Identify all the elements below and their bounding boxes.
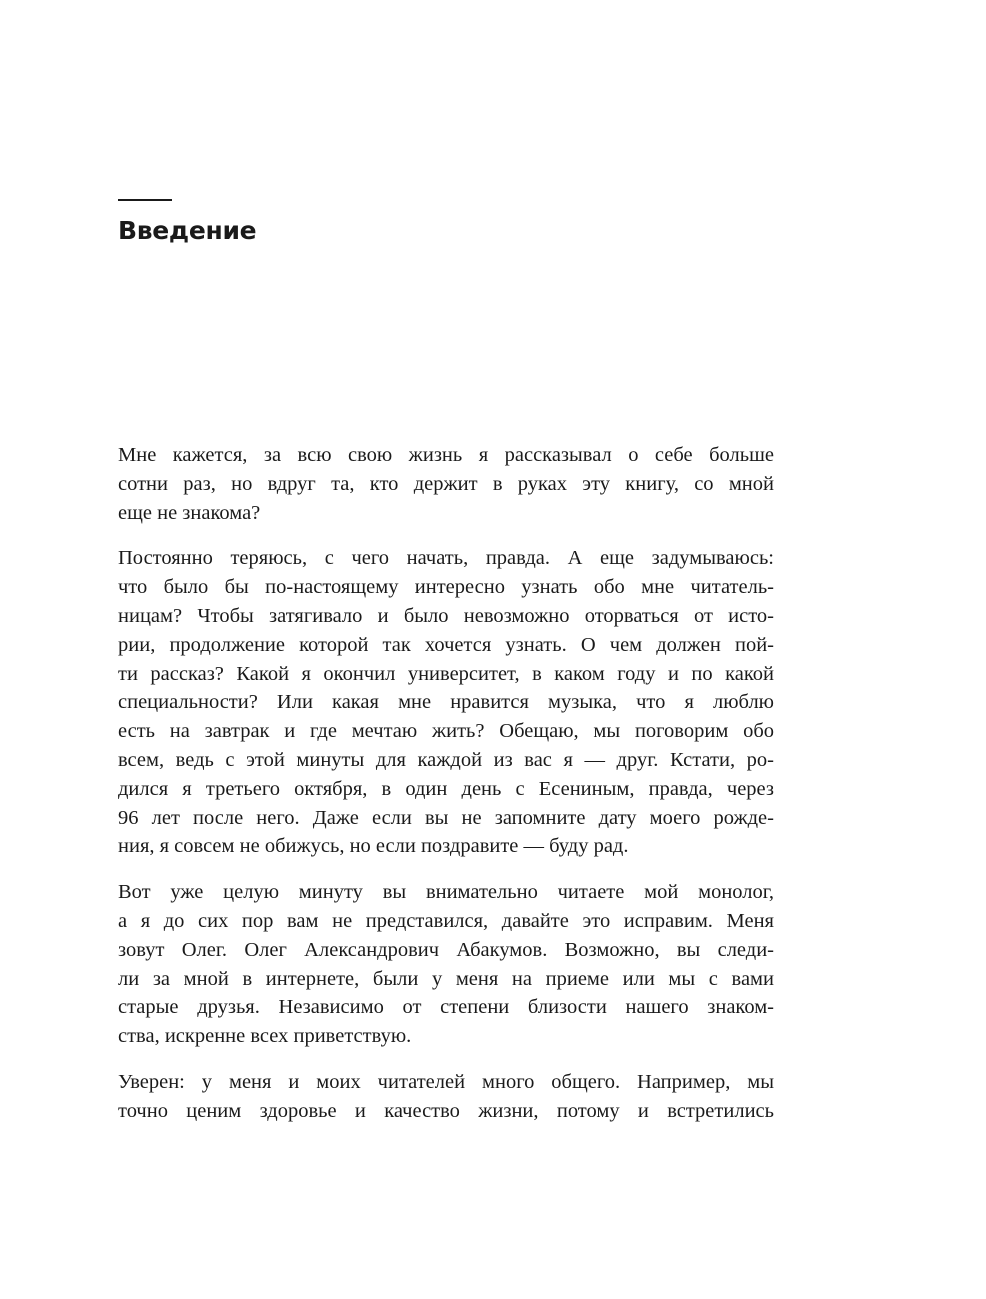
chapter-rule (118, 199, 172, 201)
text-line: сотни раз, но вдруг та, кто держит в руках эту книгу, со мной (118, 472, 774, 495)
text-line: что было бы по-настоящему интересно узнать обо мне читатель- (118, 576, 774, 599)
chapter-title: Введение (118, 216, 257, 245)
paragraph (118, 1068, 774, 1126)
paragraph (118, 544, 774, 861)
text-line: дился я третьего октября, в один день с Есениным, правда, через (118, 777, 774, 800)
text-line: всем, ведь с этой минуты для каждой из вас я — друг. Кстати, ро- (118, 748, 774, 771)
text-line: рии, продолжение которой так хочется узнать. О чем должен пой- (118, 633, 774, 656)
text-line: зовут Олег. Олег Александрович Абакумов. Возможно, вы следи- (118, 938, 774, 961)
text-line: Постоянно теряюсь, с чего начать, правда. А еще задумываюсь: (118, 547, 774, 570)
text-line: есть на завтрак и где мечтаю жить? Обещаю, мы поговорим обо (118, 720, 774, 743)
body-text (118, 441, 774, 1143)
text-line: старые друзья. Независимо от степени близости нашего знаком- (118, 996, 774, 1019)
text-line: ницам? Чтобы затягивало и было невозможно оторваться от исто- (118, 604, 774, 627)
paragraph (118, 878, 774, 1051)
text-line: ли за мной в интернете, были у меня на приеме или мы с вами (118, 967, 774, 990)
text-line: 96 лет после него. Даже если вы не запомните дату моего рожде- (118, 806, 774, 829)
text-line: Мне кажется, за всю свою жизнь я рассказывал о себе больше (118, 444, 774, 466)
text-line: точно ценим здоровье и качество жизни, потому и встретились (118, 1099, 774, 1122)
text-line: Уверен: у меня и моих читателей много общего. Например, мы (118, 1070, 774, 1093)
text-line: ти рассказ? Какой я окончил университет, в каком году и по какой (118, 662, 774, 685)
text-line: ния, я совсем не обижусь, но если поздравите — буду рад. (118, 835, 629, 858)
text-line: специальности? Или какая мне нравится музыка, что я люблю (118, 691, 774, 714)
paragraph (118, 441, 774, 527)
text-line: а я до сих пор вам не представился, давайте это исправим. Меня (118, 909, 774, 932)
text-line: Вот уже целую минуту вы внимательно читаете мой монолог, (118, 881, 774, 904)
text-line: еще не знакома? (118, 501, 261, 524)
text-line: ства, искренне всех приветствую. (118, 1025, 412, 1048)
